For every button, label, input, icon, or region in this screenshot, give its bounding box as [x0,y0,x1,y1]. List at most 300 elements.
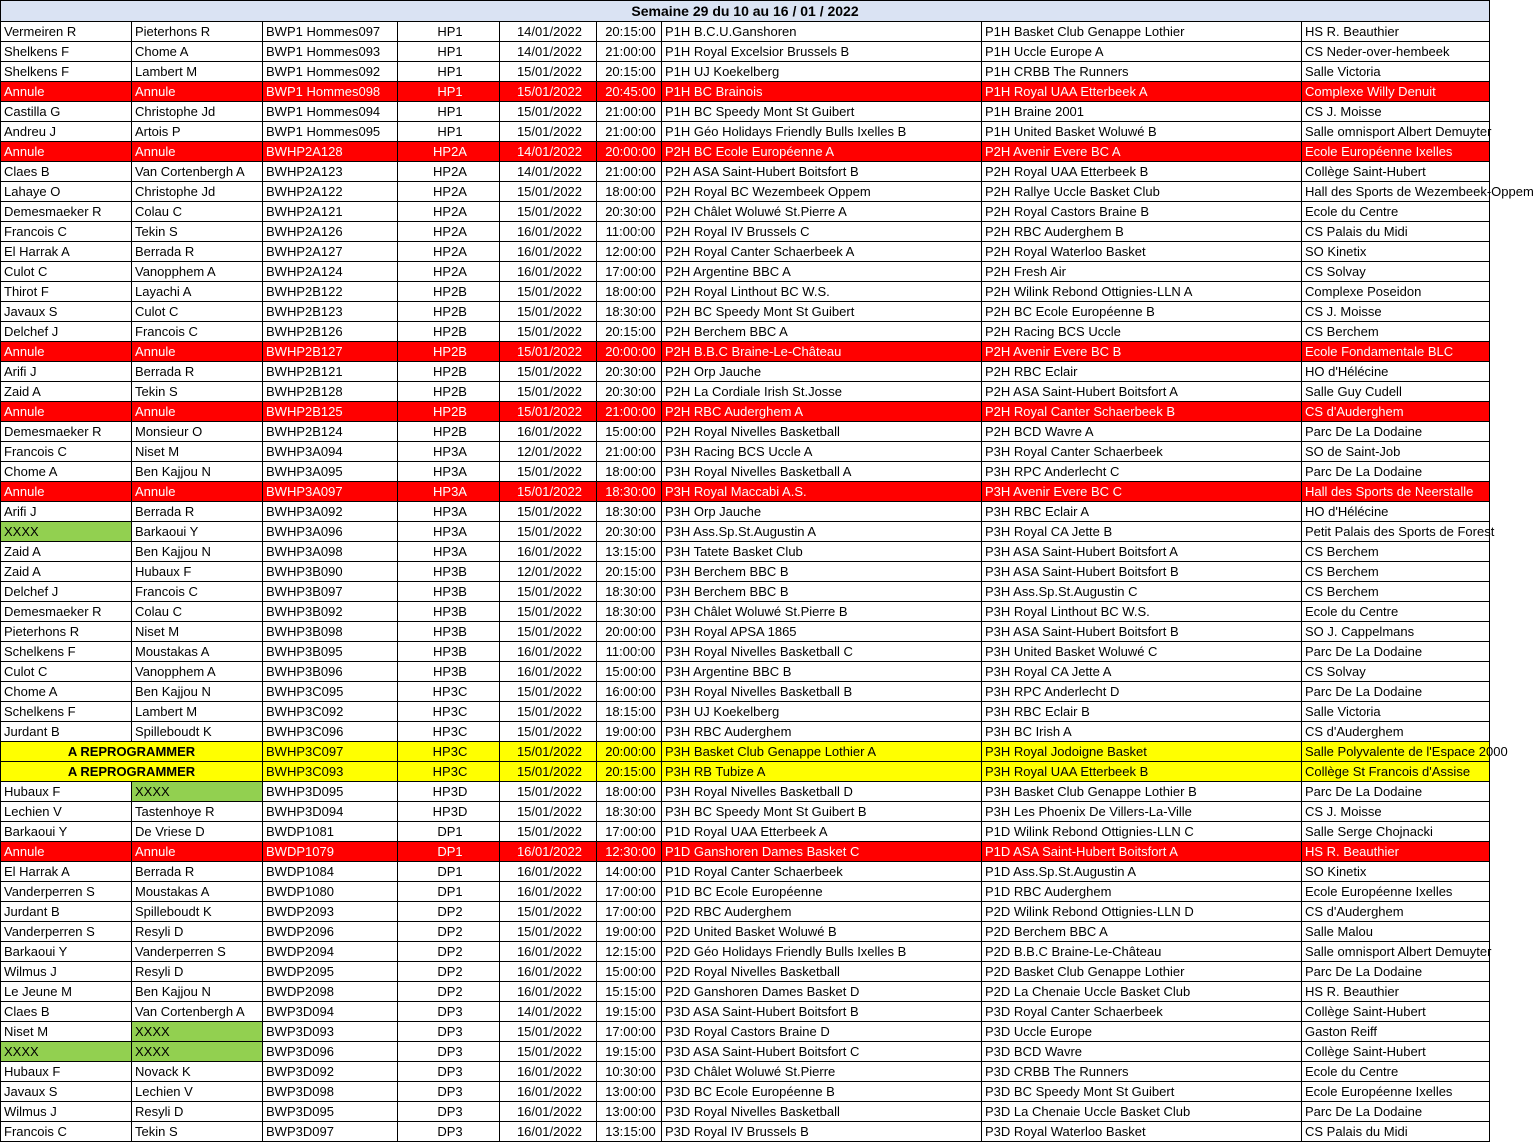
time-cell[interactable]: 18:30:00 [597,482,662,502]
division-cell[interactable]: HP2A [398,202,500,222]
referee-2-cell[interactable]: Resyli D [132,1102,263,1122]
home-team-cell[interactable]: P3H BC Speedy Mont St Guibert B [662,802,982,822]
date-cell[interactable]: 15/01/2022 [500,722,597,742]
venue-cell[interactable]: Collège St Francois d'Assise [1302,762,1490,782]
time-cell[interactable]: 20:00:00 [597,342,662,362]
match-code-cell[interactable]: BWP1 Hommes093 [263,42,398,62]
referee-2-cell[interactable]: Artois P [132,122,263,142]
venue-cell[interactable]: Parc De La Dodaine [1302,962,1490,982]
date-cell[interactable]: 16/01/2022 [500,882,597,902]
home-team-cell[interactable]: P3H Basket Club Genappe Lothier A [662,742,982,762]
time-cell[interactable]: 19:15:00 [597,1002,662,1022]
away-team-cell[interactable]: P1H Royal UAA Etterbeek A [982,82,1302,102]
referee-2-cell[interactable]: Colau C [132,602,263,622]
away-team-cell[interactable]: P2H ASA Saint-Hubert Boitsfort A [982,382,1302,402]
match-code-cell[interactable]: BWHP3D094 [263,802,398,822]
time-cell[interactable]: 12:15:00 [597,942,662,962]
division-cell[interactable]: HP1 [398,42,500,62]
referee-1-cell[interactable]: Lahaye O [1,182,132,202]
date-cell[interactable]: 15/01/2022 [500,282,597,302]
time-cell[interactable]: 17:00:00 [597,1022,662,1042]
division-cell[interactable]: HP3C [398,762,500,782]
referee-2-cell[interactable]: Van Cortenbergh A [132,162,263,182]
home-team-cell[interactable]: P2H Royal BC Wezembeek Oppem [662,182,982,202]
date-cell[interactable]: 16/01/2022 [500,982,597,1002]
referee-1-cell[interactable]: Le Jeune M [1,982,132,1002]
venue-cell[interactable]: CS d'Auderghem [1302,402,1490,422]
match-code-cell[interactable]: BWHP3A098 [263,542,398,562]
venue-cell[interactable]: Ecole du Centre [1302,202,1490,222]
away-team-cell[interactable]: P2H Royal Castors Braine B [982,202,1302,222]
match-code-cell[interactable]: BWHP3B095 [263,642,398,662]
referee-2-cell[interactable]: Annule [132,842,263,862]
referee-1-cell[interactable]: Jurdant B [1,722,132,742]
referee-1-cell[interactable]: Delchef J [1,582,132,602]
referee-1-cell[interactable]: Culot C [1,262,132,282]
home-team-cell[interactable]: P3D ASA Saint-Hubert Boitsfort C [662,1042,982,1062]
referee-2-cell[interactable]: Pieterhons R [132,22,263,42]
referee-1-cell[interactable]: Shelkens F [1,62,132,82]
home-team-cell[interactable]: P3H Berchem BBC B [662,562,982,582]
away-team-cell[interactable]: P2H RBC Eclair [982,362,1302,382]
referee-2-cell[interactable]: Vanopphem A [132,262,263,282]
time-cell[interactable]: 15:00:00 [597,662,662,682]
away-team-cell[interactable]: P2D La Chenaie Uccle Basket Club [982,982,1302,1002]
home-team-cell[interactable]: P1H Géo Holidays Friendly Bulls Ixelles B [662,122,982,142]
referee-1-cell[interactable]: Chome A [1,682,132,702]
date-cell[interactable]: 15/01/2022 [500,682,597,702]
venue-cell[interactable]: Salle Guy Cudell [1302,382,1490,402]
division-cell[interactable]: HP3C [398,682,500,702]
date-cell[interactable]: 15/01/2022 [500,322,597,342]
referee-2-cell[interactable]: XXXX [132,1042,263,1062]
home-team-cell[interactable]: P3H Orp Jauche [662,502,982,522]
away-team-cell[interactable]: P1H United Basket Woluwé B [982,122,1302,142]
away-team-cell[interactable]: P3H BC Irish A [982,722,1302,742]
referee-2-cell[interactable]: Annule [132,82,263,102]
match-code-cell[interactable]: BWHP2B124 [263,422,398,442]
referee-2-cell[interactable]: Spilleboudt K [132,902,263,922]
referee-2-cell[interactable]: Annule [132,342,263,362]
venue-cell[interactable]: Salle Victoria [1302,702,1490,722]
date-cell[interactable]: 16/01/2022 [500,422,597,442]
venue-cell[interactable]: Salle Polyvalente de l'Espace 2000 [1302,742,1490,762]
venue-cell[interactable]: CS d'Auderghem [1302,902,1490,922]
referee-2-cell[interactable]: Ben Kajjou N [132,462,263,482]
division-cell[interactable]: HP2B [398,322,500,342]
home-team-cell[interactable]: P2H Royal Nivelles Basketball [662,422,982,442]
time-cell[interactable]: 21:00:00 [597,102,662,122]
referee-1-cell[interactable]: Hubaux F [1,1062,132,1082]
venue-cell[interactable]: Collège Saint-Hubert [1302,1042,1490,1062]
match-code-cell[interactable]: BWHP2B125 [263,402,398,422]
division-cell[interactable]: HP2A [398,182,500,202]
venue-cell[interactable]: HO d'Hélécine [1302,362,1490,382]
home-team-cell[interactable]: P3H Ass.Sp.St.Augustin A [662,522,982,542]
referee-1-cell[interactable]: Lechien V [1,802,132,822]
time-cell[interactable]: 12:00:00 [597,242,662,262]
away-team-cell[interactable]: P3D Royal Canter Schaerbeek [982,1002,1302,1022]
division-cell[interactable]: DP1 [398,842,500,862]
time-cell[interactable]: 18:30:00 [597,302,662,322]
date-cell[interactable]: 16/01/2022 [500,1102,597,1122]
home-team-cell[interactable]: P3D Royal IV Brussels B [662,1122,982,1142]
match-code-cell[interactable]: BWHP3A095 [263,462,398,482]
division-cell[interactable]: HP3B [398,582,500,602]
date-cell[interactable]: 16/01/2022 [500,1082,597,1102]
time-cell[interactable]: 20:00:00 [597,742,662,762]
referee-1-cell[interactable]: Barkaoui Y [1,822,132,842]
referee-1-cell[interactable]: Schelkens F [1,642,132,662]
date-cell[interactable]: 15/01/2022 [500,182,597,202]
date-cell[interactable]: 15/01/2022 [500,1042,597,1062]
venue-cell[interactable]: CS Solvay [1302,262,1490,282]
date-cell[interactable]: 16/01/2022 [500,242,597,262]
venue-cell[interactable]: Complexe Willy Denuit [1302,82,1490,102]
home-team-cell[interactable]: P3H RB Tubize A [662,762,982,782]
time-cell[interactable]: 12:30:00 [597,842,662,862]
match-code-cell[interactable]: BWP1 Hommes095 [263,122,398,142]
division-cell[interactable]: DP1 [398,862,500,882]
date-cell[interactable]: 15/01/2022 [500,202,597,222]
referee-2-cell[interactable]: Francois C [132,322,263,342]
venue-cell[interactable]: Ecole du Centre [1302,1062,1490,1082]
date-cell[interactable]: 15/01/2022 [500,502,597,522]
date-cell[interactable]: 15/01/2022 [500,582,597,602]
away-team-cell[interactable]: P1D Ass.Sp.St.Augustin A [982,862,1302,882]
date-cell[interactable]: 15/01/2022 [500,1022,597,1042]
match-code-cell[interactable]: BWHP3C093 [263,762,398,782]
away-team-cell[interactable]: P3H Royal CA Jette B [982,522,1302,542]
date-cell[interactable]: 16/01/2022 [500,262,597,282]
referee-2-cell[interactable]: Tekin S [132,222,263,242]
referee-1-cell[interactable]: Arifi J [1,502,132,522]
referee-1-cell[interactable]: Schelkens F [1,702,132,722]
division-cell[interactable]: HP3B [398,642,500,662]
venue-cell[interactable]: Ecole Européenne Ixelles [1302,1082,1490,1102]
home-team-cell[interactable]: P3H Tatete Basket Club [662,542,982,562]
date-cell[interactable]: 15/01/2022 [500,902,597,922]
division-cell[interactable]: HP3A [398,522,500,542]
away-team-cell[interactable]: P2H Wilink Rebond Ottignies-LLN A [982,282,1302,302]
venue-cell[interactable]: CS J. Moisse [1302,102,1490,122]
division-cell[interactable]: DP3 [398,1102,500,1122]
home-team-cell[interactable]: P2H B.B.C Braine-Le-Château [662,342,982,362]
venue-cell[interactable]: CS Berchem [1302,562,1490,582]
referee-1-cell[interactable]: Francois C [1,442,132,462]
referee-1-cell[interactable]: Barkaoui Y [1,942,132,962]
referee-2-cell[interactable]: Vanderperren S [132,942,263,962]
referee-1-cell[interactable]: Hubaux F [1,782,132,802]
division-cell[interactable]: HP3B [398,622,500,642]
home-team-cell[interactable]: P2D RBC Auderghem [662,902,982,922]
time-cell[interactable]: 20:30:00 [597,202,662,222]
home-team-cell[interactable]: P1H BC Brainois [662,82,982,102]
division-cell[interactable]: HP3B [398,602,500,622]
referee-1-cell[interactable]: Shelkens F [1,42,132,62]
referee-1-cell[interactable]: Niset M [1,1022,132,1042]
venue-cell[interactable]: Parc De La Dodaine [1302,782,1490,802]
match-code-cell[interactable]: BWHP2B121 [263,362,398,382]
division-cell[interactable]: HP2B [398,422,500,442]
venue-cell[interactable]: CS J. Moisse [1302,302,1490,322]
referee-1-cell[interactable]: Jurdant B [1,902,132,922]
time-cell[interactable]: 20:15:00 [597,322,662,342]
date-cell[interactable]: 16/01/2022 [500,842,597,862]
home-team-cell[interactable]: P2H Royal IV Brussels C [662,222,982,242]
referee-2-cell[interactable]: Resyli D [132,962,263,982]
division-cell[interactable]: HP1 [398,102,500,122]
division-cell[interactable]: DP3 [398,1122,500,1142]
division-cell[interactable]: HP3A [398,502,500,522]
home-team-cell[interactable]: P2H BC Speedy Mont St Guibert [662,302,982,322]
home-team-cell[interactable]: P3H Royal Nivelles Basketball A [662,462,982,482]
venue-cell[interactable]: HS R. Beauthier [1302,982,1490,1002]
venue-cell[interactable]: Collège Saint-Hubert [1302,1002,1490,1022]
venue-cell[interactable]: CS Berchem [1302,542,1490,562]
away-team-cell[interactable]: P3H RBC Eclair A [982,502,1302,522]
division-cell[interactable]: HP3D [398,782,500,802]
referee-2-cell[interactable]: Layachi A [132,282,263,302]
referee-1-cell[interactable]: Francois C [1,222,132,242]
home-team-cell[interactable]: P1H Royal Excelsior Brussels B [662,42,982,62]
referee-2-cell[interactable]: Christophe Jd [132,102,263,122]
time-cell[interactable]: 21:00:00 [597,42,662,62]
division-cell[interactable]: HP2A [398,242,500,262]
date-cell[interactable]: 15/01/2022 [500,762,597,782]
match-code-cell[interactable]: BWHP3A092 [263,502,398,522]
referee-1-cell[interactable]: Annule [1,142,132,162]
referee-1-cell[interactable]: Zaid A [1,542,132,562]
away-team-cell[interactable]: P2H Royal UAA Etterbeek B [982,162,1302,182]
match-code-cell[interactable]: BWDP1084 [263,862,398,882]
referee-2-cell[interactable]: Resyli D [132,922,263,942]
venue-cell[interactable]: Parc De La Dodaine [1302,642,1490,662]
division-cell[interactable]: HP2A [398,222,500,242]
date-cell[interactable]: 15/01/2022 [500,622,597,642]
date-cell[interactable]: 16/01/2022 [500,942,597,962]
referee-2-cell[interactable]: Lambert M [132,702,263,722]
match-code-cell[interactable]: BWHP3C092 [263,702,398,722]
venue-cell[interactable]: Salle omnisport Albert Demuyter [1302,942,1490,962]
time-cell[interactable]: 10:30:00 [597,1062,662,1082]
date-cell[interactable]: 15/01/2022 [500,402,597,422]
away-team-cell[interactable]: P3H Royal Linthout BC W.S. [982,602,1302,622]
match-code-cell[interactable]: BWDP2096 [263,922,398,942]
home-team-cell[interactable]: P2D Géo Holidays Friendly Bulls Ixelles B [662,942,982,962]
division-cell[interactable]: DP3 [398,1042,500,1062]
match-code-cell[interactable]: BWHP2A124 [263,262,398,282]
referee-1-cell[interactable]: Annule [1,482,132,502]
referee-2-cell[interactable]: Chome A [132,42,263,62]
time-cell[interactable]: 20:00:00 [597,622,662,642]
referee-1-cell[interactable]: Annule [1,402,132,422]
division-cell[interactable]: HP2A [398,142,500,162]
division-cell[interactable]: HP1 [398,122,500,142]
referee-1-cell[interactable]: Annule [1,342,132,362]
referee-1-cell[interactable]: Annule [1,842,132,862]
referee-2-cell[interactable]: Lambert M [132,62,263,82]
away-team-cell[interactable]: P1H Uccle Europe A [982,42,1302,62]
match-code-cell[interactable]: BWP3D092 [263,1062,398,1082]
date-cell[interactable]: 14/01/2022 [500,42,597,62]
referee-1-cell[interactable]: Pieterhons R [1,622,132,642]
home-team-cell[interactable]: P2H ASA Saint-Hubert Boitsfort B [662,162,982,182]
venue-cell[interactable]: Gaston Reiff [1302,1022,1490,1042]
away-team-cell[interactable]: P3H Avenir Evere BC C [982,482,1302,502]
referee-2-cell[interactable]: Vanopphem A [132,662,263,682]
date-cell[interactable]: 15/01/2022 [500,342,597,362]
venue-cell[interactable]: SO de Saint-Job [1302,442,1490,462]
home-team-cell[interactable]: P2D Royal Nivelles Basketball [662,962,982,982]
referee-2-cell[interactable]: Monsieur O [132,422,263,442]
away-team-cell[interactable]: P2H Racing BCS Uccle [982,322,1302,342]
home-team-cell[interactable]: P1H B.C.U.Ganshoren [662,22,982,42]
time-cell[interactable]: 20:30:00 [597,362,662,382]
date-cell[interactable]: 14/01/2022 [500,142,597,162]
referee-2-cell[interactable]: Berrada R [132,502,263,522]
match-code-cell[interactable]: BWP1 Hommes094 [263,102,398,122]
time-cell[interactable]: 13:00:00 [597,1082,662,1102]
referee-cell-merged[interactable]: A REPROGRAMMER [1,742,263,762]
venue-cell[interactable]: Salle Malou [1302,922,1490,942]
division-cell[interactable]: HP3C [398,742,500,762]
referee-1-cell[interactable]: Delchef J [1,322,132,342]
venue-cell[interactable]: CS Solvay [1302,662,1490,682]
away-team-cell[interactable]: P3D CRBB The Runners [982,1062,1302,1082]
match-code-cell[interactable]: BWHP3A094 [263,442,398,462]
referee-2-cell[interactable]: XXXX [132,1022,263,1042]
home-team-cell[interactable]: P1D BC Ecole Européenne [662,882,982,902]
match-code-cell[interactable]: BWP3D094 [263,1002,398,1022]
venue-cell[interactable]: Salle omnisport Albert Demuyter [1302,122,1490,142]
match-code-cell[interactable]: BWP1 Hommes097 [263,22,398,42]
date-cell[interactable]: 15/01/2022 [500,462,597,482]
date-cell[interactable]: 15/01/2022 [500,742,597,762]
time-cell[interactable]: 18:00:00 [597,182,662,202]
time-cell[interactable]: 20:30:00 [597,522,662,542]
referee-2-cell[interactable]: Culot C [132,302,263,322]
date-cell[interactable]: 16/01/2022 [500,1062,597,1082]
match-code-cell[interactable]: BWHP3B096 [263,662,398,682]
venue-cell[interactable]: Parc De La Dodaine [1302,422,1490,442]
away-team-cell[interactable]: P2D Berchem BBC A [982,922,1302,942]
division-cell[interactable]: HP2A [398,262,500,282]
match-code-cell[interactable]: BWHP3B092 [263,602,398,622]
date-cell[interactable]: 14/01/2022 [500,22,597,42]
date-cell[interactable]: 15/01/2022 [500,102,597,122]
division-cell[interactable]: HP3A [398,482,500,502]
time-cell[interactable]: 20:15:00 [597,62,662,82]
division-cell[interactable]: HP2B [398,382,500,402]
division-cell[interactable]: HP3A [398,542,500,562]
away-team-cell[interactable]: P3D Uccle Europe [982,1022,1302,1042]
date-cell[interactable]: 16/01/2022 [500,1122,597,1142]
division-cell[interactable]: HP3B [398,562,500,582]
division-cell[interactable]: DP2 [398,902,500,922]
referee-2-cell[interactable]: Berrada R [132,242,263,262]
match-code-cell[interactable]: BWHP2A121 [263,202,398,222]
time-cell[interactable]: 13:15:00 [597,1122,662,1142]
referee-2-cell[interactable]: Annule [132,142,263,162]
venue-cell[interactable]: Salle Victoria [1302,62,1490,82]
date-cell[interactable]: 16/01/2022 [500,862,597,882]
date-cell[interactable]: 14/01/2022 [500,162,597,182]
division-cell[interactable]: DP3 [398,1022,500,1042]
away-team-cell[interactable]: P3H RPC Anderlecht D [982,682,1302,702]
match-code-cell[interactable]: BWP1 Hommes092 [263,62,398,82]
home-team-cell[interactable]: P3H UJ Koekelberg [662,702,982,722]
home-team-cell[interactable]: P2D United Basket Woluwé B [662,922,982,942]
match-code-cell[interactable]: BWHP2B123 [263,302,398,322]
date-cell[interactable]: 15/01/2022 [500,782,597,802]
referee-2-cell[interactable]: Moustakas A [132,882,263,902]
venue-cell[interactable]: CS Palais du Midi [1302,222,1490,242]
match-code-cell[interactable]: BWHP3A097 [263,482,398,502]
venue-cell[interactable]: HO d'Hélécine [1302,502,1490,522]
home-team-cell[interactable]: P2H RBC Auderghem A [662,402,982,422]
division-cell[interactable]: HP1 [398,22,500,42]
time-cell[interactable]: 18:00:00 [597,782,662,802]
venue-cell[interactable]: Complexe Poseidon [1302,282,1490,302]
time-cell[interactable]: 18:30:00 [597,502,662,522]
time-cell[interactable]: 11:00:00 [597,222,662,242]
away-team-cell[interactable]: P3H RBC Eclair B [982,702,1302,722]
time-cell[interactable]: 17:00:00 [597,822,662,842]
time-cell[interactable]: 14:00:00 [597,862,662,882]
referee-cell-merged[interactable]: A REPROGRAMMER [1,762,263,782]
match-code-cell[interactable]: BWHP2B127 [263,342,398,362]
referee-2-cell[interactable]: Berrada R [132,862,263,882]
home-team-cell[interactable]: P2H Argentine BBC A [662,262,982,282]
venue-cell[interactable]: Parc De La Dodaine [1302,1102,1490,1122]
referee-2-cell[interactable]: Berrada R [132,362,263,382]
date-cell[interactable]: 15/01/2022 [500,302,597,322]
time-cell[interactable]: 21:00:00 [597,442,662,462]
away-team-cell[interactable]: P2D Basket Club Genappe Lothier [982,962,1302,982]
match-code-cell[interactable]: BWP3D093 [263,1022,398,1042]
venue-cell[interactable]: Parc De La Dodaine [1302,462,1490,482]
referee-1-cell[interactable]: XXXX [1,1042,132,1062]
referee-2-cell[interactable]: Van Cortenbergh A [132,1002,263,1022]
home-team-cell[interactable]: P3H Royal APSA 1865 [662,622,982,642]
time-cell[interactable]: 20:15:00 [597,762,662,782]
match-code-cell[interactable]: BWHP2B122 [263,282,398,302]
away-team-cell[interactable]: P1D RBC Auderghem [982,882,1302,902]
home-team-cell[interactable]: P1D Royal UAA Etterbeek A [662,822,982,842]
division-cell[interactable]: DP1 [398,822,500,842]
venue-cell[interactable]: Ecole Fondamentale BLC [1302,342,1490,362]
date-cell[interactable]: 15/01/2022 [500,122,597,142]
division-cell[interactable]: DP3 [398,1082,500,1102]
referee-2-cell[interactable]: Tastenhoye R [132,802,263,822]
time-cell[interactable]: 18:30:00 [597,802,662,822]
match-code-cell[interactable]: BWDP2094 [263,942,398,962]
match-code-cell[interactable]: BWP3D097 [263,1122,398,1142]
venue-cell[interactable]: CS Palais du Midi [1302,1122,1490,1142]
division-cell[interactable]: HP2B [398,342,500,362]
time-cell[interactable]: 18:30:00 [597,602,662,622]
home-team-cell[interactable]: P1D Royal Canter Schaerbeek [662,862,982,882]
date-cell[interactable]: 16/01/2022 [500,962,597,982]
away-team-cell[interactable]: P3H Royal CA Jette A [982,662,1302,682]
referee-1-cell[interactable]: Wilmus J [1,962,132,982]
referee-2-cell[interactable]: Christophe Jd [132,182,263,202]
date-cell[interactable]: 15/01/2022 [500,802,597,822]
referee-1-cell[interactable]: Demesmaeker R [1,422,132,442]
home-team-cell[interactable]: P2H BC Ecole Européenne A [662,142,982,162]
time-cell[interactable]: 17:00:00 [597,262,662,282]
